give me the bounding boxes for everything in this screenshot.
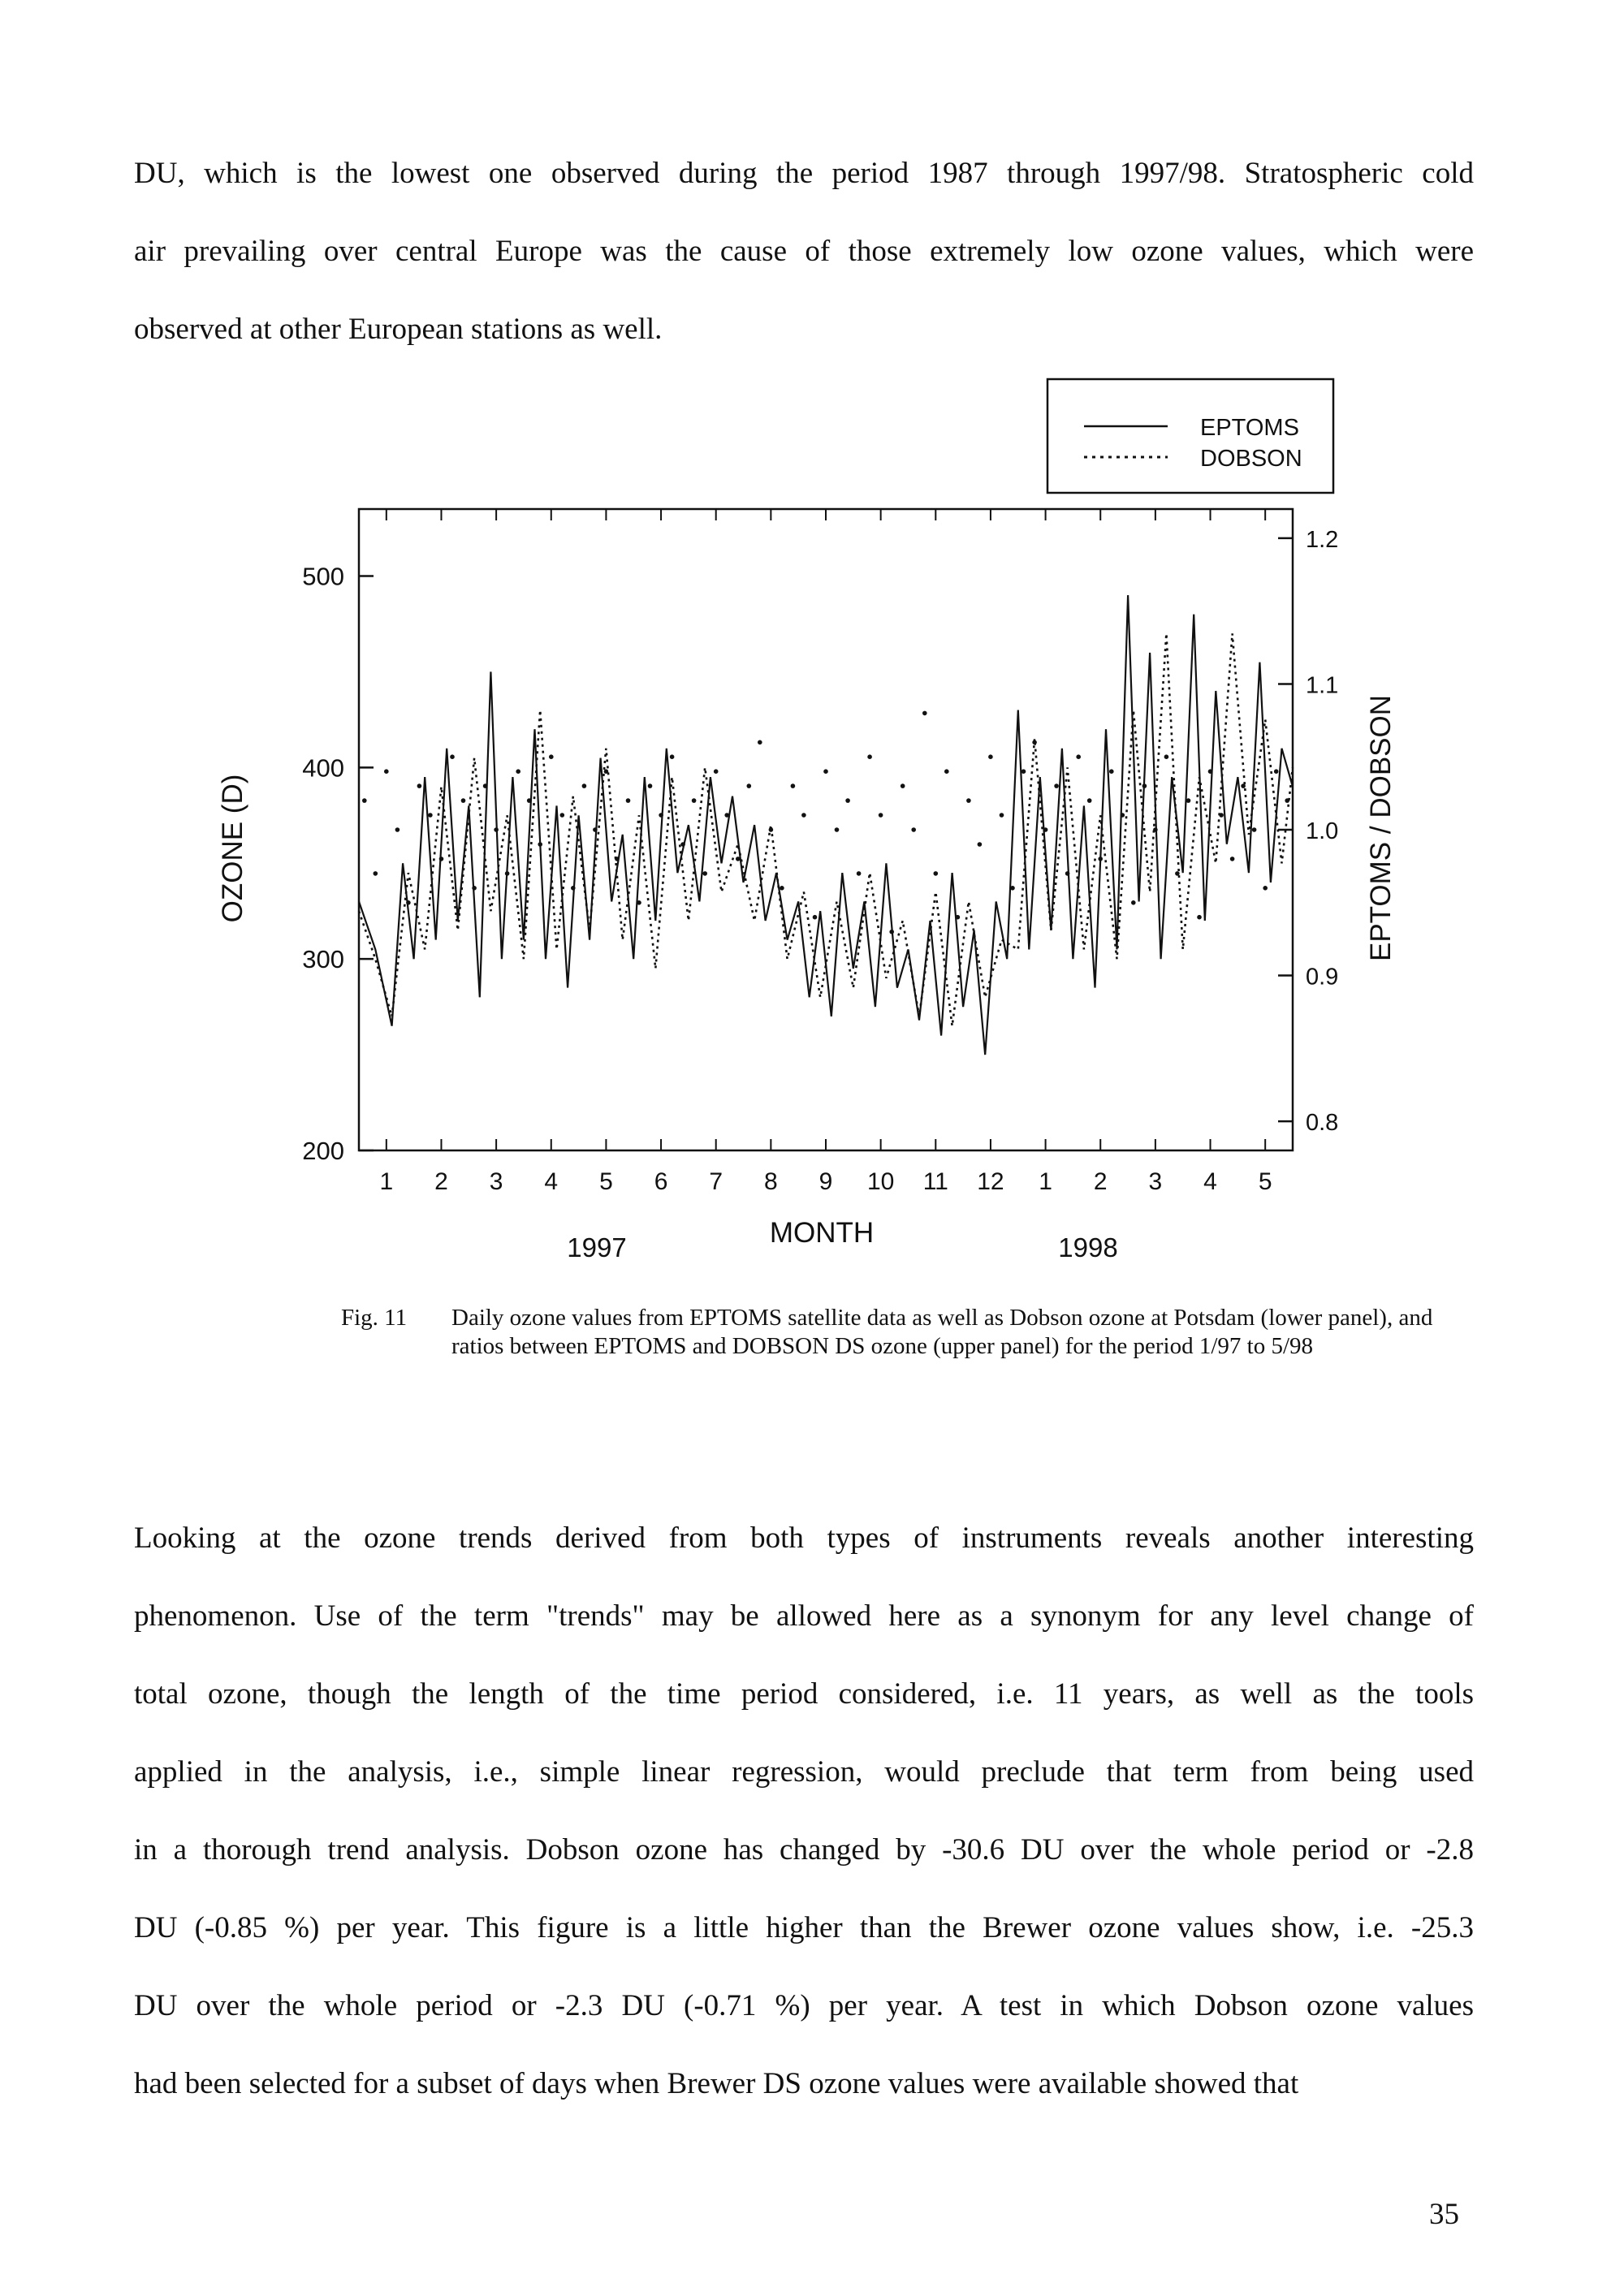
x-tick-label: 1 bbox=[379, 1168, 394, 1195]
ratio-point bbox=[780, 886, 784, 891]
paragraph-bottom-line: total ozone, though the length of the time period considered, i.e. 11 years, as well as the tools bbox=[134, 1677, 1474, 1711]
ratio-point bbox=[1076, 754, 1081, 759]
ratio-point bbox=[1241, 783, 1246, 788]
paragraph-top-line: DU, which is the lowest one observed during the period 1987 through 1997/98. Stratospheric cold bbox=[134, 157, 1474, 190]
left-tick-label: 300 bbox=[302, 945, 344, 974]
ratio-point bbox=[835, 827, 840, 832]
ratio-point bbox=[879, 813, 883, 818]
x-axis-ticks bbox=[379, 509, 1272, 1195]
ratio-point bbox=[801, 813, 806, 818]
ozone-series bbox=[359, 595, 1293, 1055]
year-label-1998: 1998 bbox=[1058, 1232, 1118, 1262]
ratio-point bbox=[560, 813, 565, 818]
ratio-point bbox=[934, 871, 939, 876]
year-label-1997: 1997 bbox=[567, 1232, 627, 1262]
ratio-point bbox=[978, 842, 983, 847]
paragraph-bottom-line: DU over the whole period or -2.3 DU (-0.71 %) per year. A test in which Dobson ozone values bbox=[134, 1989, 1474, 2022]
legend-label-dobson: DOBSON bbox=[1200, 446, 1302, 472]
paragraph-bottom-line: in a thorough trend analysis. Dobson ozone has changed by -30.6 DU over the whole period or -2.8 bbox=[134, 1833, 1474, 1867]
ratio-point bbox=[1252, 827, 1257, 832]
ratio-point bbox=[1164, 754, 1169, 759]
x-tick-label: 11 bbox=[922, 1168, 948, 1195]
ratio-point bbox=[791, 783, 796, 788]
ratio-point bbox=[1021, 769, 1026, 774]
ratio-point bbox=[901, 783, 905, 788]
ratio-point bbox=[450, 754, 455, 759]
paragraph-bottom-line: had been selected for a subset of days when Brewer DS ozone values were available showed that bbox=[134, 2067, 1299, 2100]
ratio-point bbox=[823, 769, 828, 774]
paragraph-bottom-line: Looking at the ozone trends derived from both types of instruments reveals another interesting bbox=[134, 1521, 1474, 1555]
paragraph-top-line: air prevailing over central Europe was the cause of those extremely low ozone values, which were bbox=[134, 235, 1474, 268]
x-tick-label: 7 bbox=[709, 1168, 723, 1195]
ratio-point bbox=[1175, 871, 1180, 876]
ratio-point bbox=[1230, 857, 1235, 861]
x-tick-label: 3 bbox=[1148, 1168, 1163, 1195]
ratio-point bbox=[670, 754, 675, 759]
ratio-point bbox=[516, 769, 520, 774]
left-tick-label: 200 bbox=[302, 1137, 344, 1165]
x-tick-label: 3 bbox=[489, 1168, 503, 1195]
paragraph-bottom-line: DU (-0.85 %) per year. This figure is a little higher than the Brewer ozone values show, i.e. -25.3 bbox=[134, 1911, 1474, 1944]
ratio-point bbox=[944, 769, 949, 774]
ratio-series bbox=[362, 711, 1289, 934]
ratio-point bbox=[1054, 783, 1059, 788]
x-tick-label: 8 bbox=[764, 1168, 778, 1195]
x-tick-label: 2 bbox=[434, 1168, 448, 1195]
paragraph-bottom-line: phenomenon. Use of the term "trends" may be allowed here as a synonym for any level change of bbox=[134, 1599, 1474, 1633]
ratio-point bbox=[374, 871, 378, 876]
ratio-point bbox=[857, 871, 862, 876]
ratio-point bbox=[911, 827, 916, 832]
x-tick-label: 1 bbox=[1039, 1168, 1052, 1195]
ratio-point bbox=[988, 754, 993, 759]
left-axis-label: OZONE (D) bbox=[217, 774, 248, 923]
ratio-point bbox=[702, 871, 707, 876]
ratio-point bbox=[362, 798, 367, 803]
ratio-point bbox=[714, 769, 719, 774]
x-tick-label: 6 bbox=[654, 1168, 668, 1195]
ratio-point bbox=[1274, 769, 1279, 774]
ratio-point bbox=[747, 783, 752, 788]
series-dobson bbox=[359, 633, 1293, 1025]
ratio-point bbox=[1197, 915, 1202, 920]
right-tick-label: 0.9 bbox=[1306, 964, 1339, 990]
left-axis-ticks bbox=[302, 563, 374, 1165]
paragraph-bottom-line: applied in the analysis, i.e., simple linear regression, would preclude that term from being used bbox=[134, 1755, 1474, 1789]
ratio-point bbox=[384, 769, 389, 774]
ratio-point bbox=[582, 783, 587, 788]
ratio-point bbox=[549, 754, 554, 759]
right-tick-label: 1.1 bbox=[1306, 672, 1339, 699]
caption-text: Daily ozone values from EPTOMS satellite data as well as Dobson ozone at Potsdam (lower panel), and ratios between EPTOMS and DOBSON DS ozone (upper panel) for the period 1/97 to 5/98 bbox=[451, 1305, 1433, 1359]
ratio-point bbox=[692, 798, 697, 803]
ratio-point bbox=[758, 740, 762, 745]
x-tick-label: 4 bbox=[544, 1168, 559, 1195]
x-tick-label: 5 bbox=[1258, 1168, 1272, 1195]
ratio-point bbox=[867, 754, 872, 759]
ratio-point bbox=[395, 827, 400, 832]
legend-label-eptoms: EPTOMS bbox=[1200, 415, 1299, 441]
left-tick-label: 400 bbox=[302, 753, 344, 783]
x-tick-label: 2 bbox=[1093, 1168, 1108, 1195]
ratio-point bbox=[813, 915, 818, 920]
right-tick-label: 1.2 bbox=[1306, 526, 1339, 553]
x-tick-label: 10 bbox=[866, 1168, 895, 1195]
right-axis-ticks bbox=[1278, 527, 1338, 1136]
x-tick-label: 9 bbox=[818, 1168, 833, 1195]
right-tick-label: 0.8 bbox=[1306, 1110, 1339, 1137]
caption-label: Fig. 11 bbox=[341, 1305, 408, 1331]
ratio-point bbox=[966, 798, 971, 803]
x-tick-label: 5 bbox=[599, 1168, 613, 1195]
ratio-point bbox=[1109, 769, 1114, 774]
ratio-point bbox=[648, 783, 653, 788]
ratio-point bbox=[1263, 886, 1268, 891]
x-tick-label: 12 bbox=[977, 1168, 1004, 1195]
series-eptoms bbox=[359, 595, 1293, 1055]
page-number: 35 bbox=[1429, 2198, 1459, 2231]
plot-frame bbox=[359, 509, 1293, 1150]
ratio-point bbox=[1087, 798, 1092, 803]
ratio-point bbox=[845, 798, 850, 803]
paragraph-top-line: observed at other European stations as well. bbox=[134, 313, 663, 346]
ratio-point bbox=[922, 711, 927, 716]
ratio-point bbox=[417, 783, 422, 788]
right-tick-label: 1.0 bbox=[1306, 818, 1339, 844]
ratio-point bbox=[626, 798, 631, 803]
x-tick-label: 4 bbox=[1203, 1168, 1217, 1195]
ratio-point bbox=[428, 813, 433, 818]
right-axis-label: EPTOMS / DOBSON bbox=[1365, 694, 1397, 962]
paragraph-bottom bbox=[134, 1500, 1474, 2123]
legend bbox=[1047, 379, 1333, 493]
ratio-point bbox=[1131, 900, 1136, 905]
ratio-point bbox=[461, 798, 466, 803]
x-axis-label: MONTH bbox=[769, 1217, 875, 1249]
left-tick-label: 500 bbox=[302, 562, 344, 591]
ratio-point bbox=[1000, 813, 1004, 818]
